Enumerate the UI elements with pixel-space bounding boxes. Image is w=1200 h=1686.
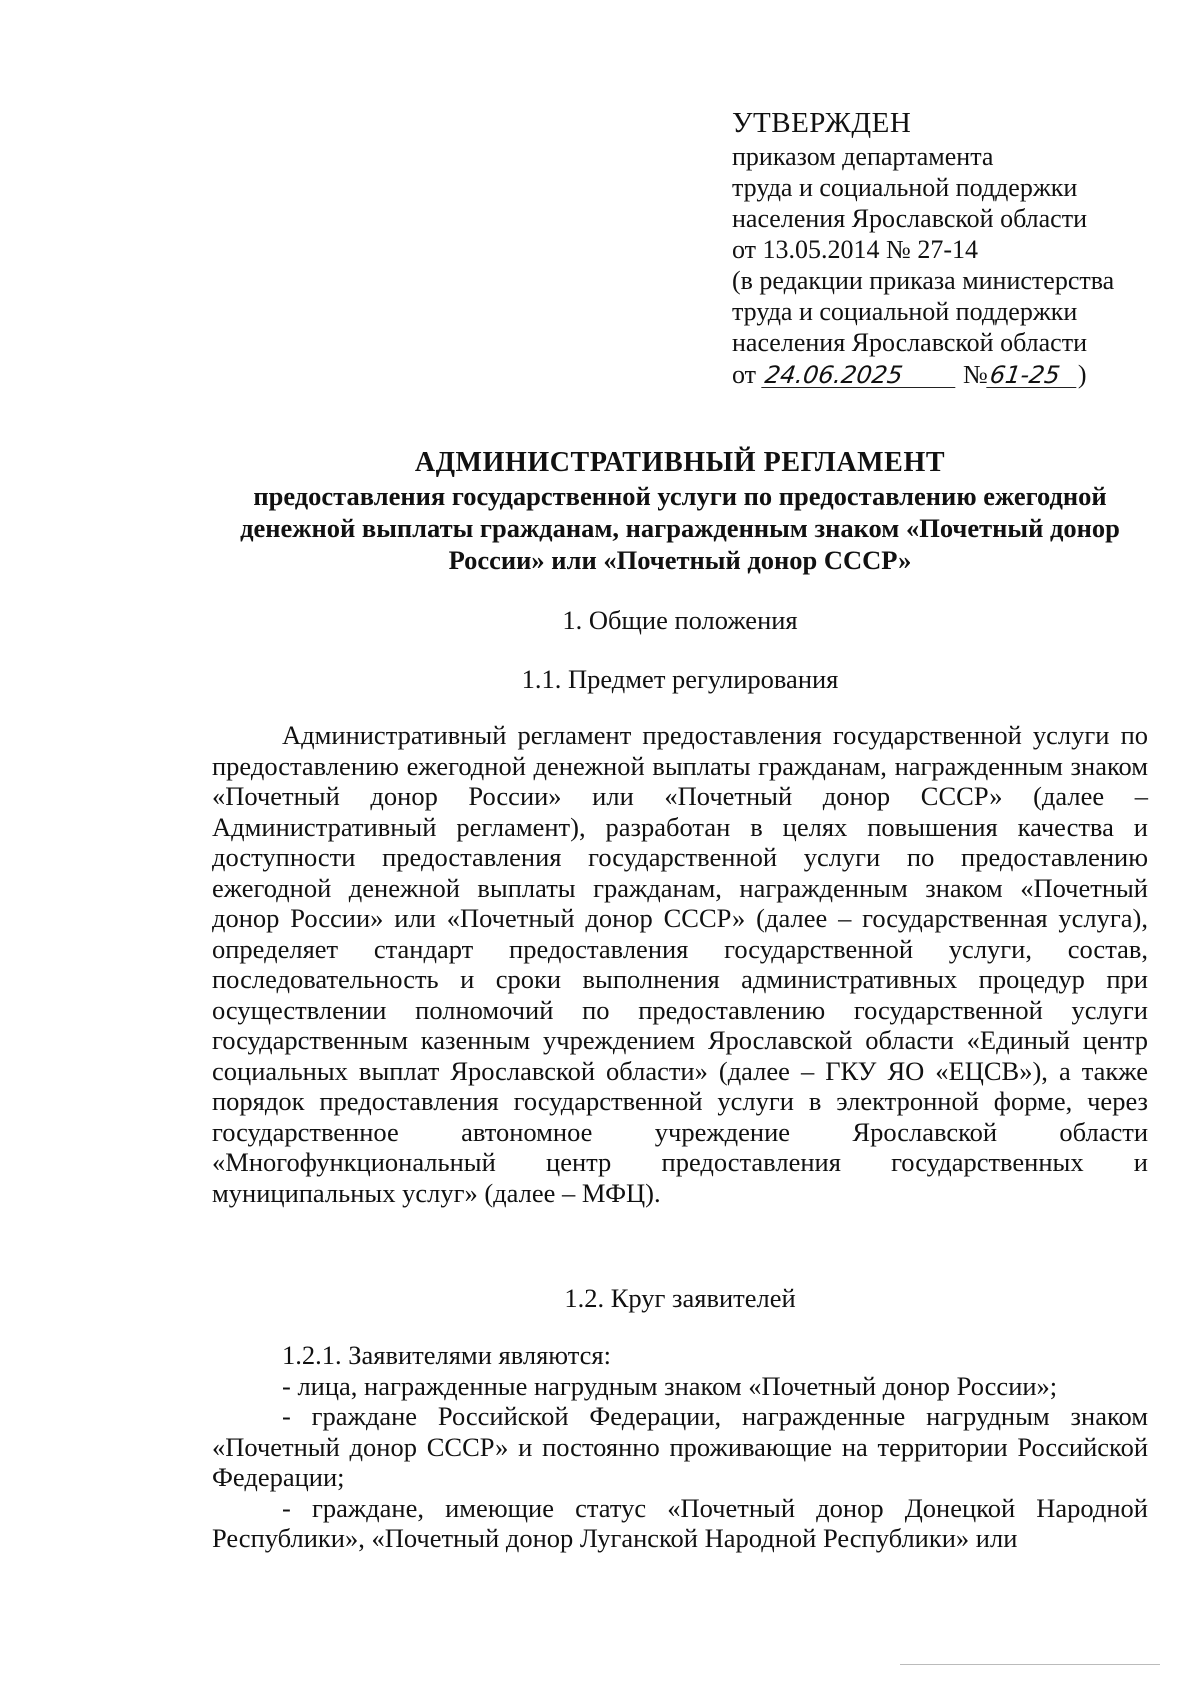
approval-line: труда и социальной поддержки bbox=[732, 173, 1078, 202]
section-heading-general: 1. Общие положения bbox=[562, 605, 798, 635]
document-subtitle-line: предоставления государственной услуги по предоставлению ежегодной bbox=[253, 481, 1107, 511]
document-subtitle-line: России» или «Почетный донор СССР» bbox=[448, 545, 912, 575]
section-heading-applicants: 1.2. Круг заявителей bbox=[564, 1283, 796, 1313]
approval-block bbox=[732, 108, 1172, 390]
applicant-item: - лица, награжденные нагрудным знаком «Почетный донор России»; bbox=[282, 1370, 1058, 1401]
applicants-container bbox=[212, 1340, 1148, 1554]
approval-line: труда и социальной поддержки bbox=[732, 297, 1078, 326]
scan-artifact-line bbox=[900, 1664, 1160, 1665]
subject-paragraph-container bbox=[212, 720, 1148, 1208]
approval-line: (в редакции приказа министерства bbox=[732, 266, 1115, 295]
applicant-item: - граждане Российской Федерации, награжденные нагрудным знаком «Почетный донор СССР» и постоянно проживающие на территории Российской Федерации; bbox=[212, 1401, 1148, 1492]
document-title-block bbox=[210, 446, 1150, 576]
handwritten-number: 61-25 bbox=[986, 363, 1080, 388]
number-prefix: № bbox=[963, 360, 988, 389]
from-prefix: от bbox=[732, 360, 763, 389]
document-title: АДМИНИСТРАТИВНЫЙ РЕГЛАМЕНТ bbox=[414, 447, 946, 478]
approval-line: населения Ярославской области bbox=[732, 204, 1087, 233]
applicant-item: - граждане, имеющие статус «Почетный донор Донецкой Народной Республики», «Почетный донор Луганской Народной Республики» или bbox=[212, 1492, 1148, 1553]
subject-paragraph: Административный регламент предоставления государственной услуги по предоставлению ежегодной денежной выплаты гражданам, награжденным знаком «Почетный донор России» или «Почетный донор СССР» (далее – Административный регламент), разработан в целях повышения качества и доступности предоставления государственной услуги по предоставлению ежегодной денежной выплаты гражданам, награжденным знаком «Почетный донор России» или «Почетный донор СССР» (далее – государственная услуга), определяет стандарт предоставления государственной услуги, состав, последовательность и сроки выполнения административных процедур при осуществлении полномочий по предоставлению государственной услуги государственным казенным учреждением Ярославской области «Единый центр социальных выплат Ярославской области» (далее – ГКУ ЯО «ЕЦСВ»), а также порядок предоставления государственной услуги в электронной форме, через государственное автономное учреждение Ярославской области «Многофункциональный центр предоставления государственных и муниципальных услуг» (далее – МФЦ). bbox=[212, 720, 1148, 1208]
approval-line: населения Ярославской области bbox=[732, 328, 1087, 357]
amendment-date-line bbox=[732, 359, 1172, 390]
approved-heading: УТВЕРЖДЕН bbox=[732, 107, 912, 139]
section-heading-subject: 1.1. Предмет регулирования bbox=[521, 664, 839, 694]
applicants-intro: 1.2.1. Заявителями являются: bbox=[282, 1340, 611, 1370]
handwritten-date: 24.06.2025 bbox=[761, 363, 959, 388]
approval-line: приказом департамента bbox=[732, 142, 994, 171]
approval-line: от 13.05.2014 № 27-14 bbox=[732, 235, 978, 264]
document-subtitle-line: денежной выплаты гражданам, награжденным знаком «Почетный донор bbox=[240, 513, 1120, 543]
closing-paren: ) bbox=[1077, 360, 1087, 389]
